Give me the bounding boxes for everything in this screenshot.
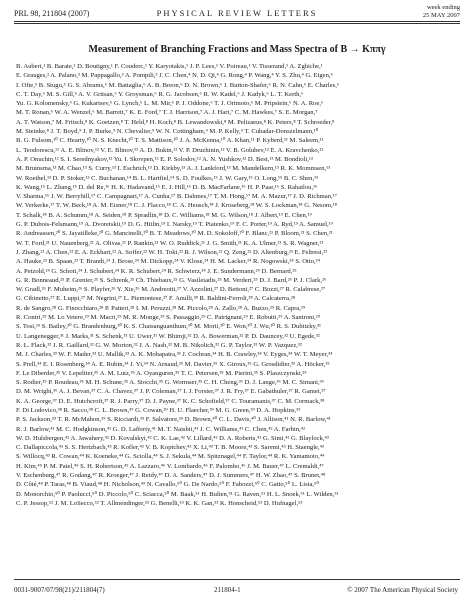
author-line: B. G. Fulsom,¹⁰ C. Hearty,¹⁰ N. S. Knecht,¹⁰ T. S. Mattison,¹⁰ J. A. McKenna,¹⁰ A. Khan,¹¹ P. Kyberd,¹¹ M. Saleem,¹¹	[16, 137, 324, 145]
author-line: R. Contri,²⁹ M. Lo Vetere,²⁹ M. Macri,²⁹ M. R. Monge,²⁹ S. Passaggio,²⁹ C. Patrignani,²⁹ E. Robutti,²⁹ A. Santroni,²⁹	[16, 314, 321, 322]
author-line: K. Wang,¹⁵ L. Zhang,¹⁵ D. del Re,¹⁶ H. K. Hadavand,¹⁶ E. J. Hill,¹⁶ D. B. MacFarlane,¹⁶ H. P. Paar,¹⁶ S. Rahatlou,¹⁶	[16, 183, 318, 191]
author-line: Yu. G. Kolomensky,⁶ G. Kukartsev,⁶ G. Lynch,⁶ L. M. Mir,⁶ P. J. Oddone,⁶ T. J. Orimoto,⁶ M. Pripstein,⁶ N. A. Roe,⁶	[16, 100, 324, 108]
header-rule-bottom	[14, 23, 460, 24]
author-line: W. T. Ford,²¹ U. Nauenberg,²¹ A. Olivas,²¹ P. Rankin,²¹ W. O. Ruddick,²¹ J. G. Smith,²¹ K. A. Ulmer,²¹ S. R. Wagner,²¹	[16, 239, 324, 247]
author-line: R. L. Flack,³² J. R. Gaillard,³² G. W. Morton,³² J. A. Nash,³² M. B. Nikolich,³² G. P. Taylor,³² W. P. Vazquez,³²	[16, 341, 302, 349]
author-line: M. Bruinsma,¹³ M. Chao,¹³ S. Curry,¹³ I. Eschrich,¹³ D. Kirkby,¹³ A. J. Lankford,¹³ M. Mandelkern,¹³ R. K. Mommsen,¹³	[16, 165, 331, 173]
author-line: W. Gradl,²⁶ F. Muheim,²⁶ S. Playfer,²⁶ Y. Xie,²⁶ M. Andreotti,²⁷ V. Azzolini,²⁷ D. Bettoni,²⁷ C. Bozzi,²⁷ R. Calabrese,²⁷	[16, 286, 326, 294]
copyright: © 2007 The American Physical Society	[347, 586, 458, 594]
author-line: J. Zhang,²¹ A. Chen,²² E. A. Eckhart,²² A. Soffer,²² W. H. Toki,²² R. J. Wilson,²² Q. Zeng,²² D. Altenburg,²³ E. Feltresi,²³	[16, 248, 328, 256]
author-line: A. Petzold,²⁴ G. Schott,²⁴ J. Schubert,²⁴ K. R. Schubert,²⁴ R. Schwierz,²⁴ J. E. Sundermann,²⁴ D. Bernard,²⁵	[16, 267, 297, 275]
author-line: A. T. Watson,⁷ M. Fritsch,⁸ K. Goetzen,⁸ T. Held,⁸ H. Koch,⁸ B. Lewandowski,⁸ M. Pelizaeus,⁸ K. Peters,⁸ T. Schroeder,⁸	[16, 118, 335, 126]
author-line: R. Andreassen,²⁰ S. Jayatilleke,²⁰ G. Mancinelli,²⁰ B. T. Meadows,²⁰ M. D. Sokoloff,²⁰ F. Blanc,²¹ P. Bloom,²¹ S. Chen,²¹	[16, 230, 333, 238]
author-line: T. Schalk,¹⁸ B. A. Schumm,¹⁸ A. Seiden,¹⁸ P. Spradlin,¹⁸ D. C. Williams,¹⁸ M. G. Wilson,¹⁸ J. Albert,¹⁹ E. Chen,¹⁹	[16, 211, 312, 219]
author-line: H. Kim,⁴⁵ P. M. Patel,⁴⁵ S. H. Robertson,⁴⁵ A. Lazzaro,⁴⁶ V. Lombardo,⁴⁶ F. Palombo,⁴⁶ J. M. Bauer,⁴⁷ L. Cremaldi,⁴⁷	[16, 462, 324, 470]
author-line: M. T. Ronan,⁶ W. A. Wenzel,⁶ M. Barrett,⁷ K. E. Ford,⁷ T. J. Harrison,⁷ A. J. Hart,⁷ C. M. Hawkes,⁷ S. E. Morgan,⁷	[16, 109, 318, 117]
author-line: F. Le Diberder,³⁵ V. Lepeltier,³⁵ A. M. Lutz,³⁵ A. Oyanguren,³⁵ T. C. Petersen,³⁵ M. Pierini,³⁵ S. Plaszczynski,³⁵	[16, 369, 307, 377]
author-line: A. Hauke,²³ B. Spaan,²³ T. Brandt,²⁴ J. Brose,²⁴ M. Dickopp,²⁴ V. Klose,²⁴ H. M. Lacker,²⁴ R. Nogowski,²⁴ S. Otto,²⁴	[16, 258, 320, 266]
author-line: V. Eschenburg,⁴⁷ R. Godang,⁴⁷ R. Kroeger,⁴⁷ J. Reidy,⁴⁷ D. A. Sanders,⁴⁷ D. J. Summers,⁴⁷ H. W. Zhao,⁴⁷ S. Brunet,⁴⁸	[16, 472, 326, 480]
issue-date	[423, 4, 460, 19]
author-line: C. Dallapiccola,⁴³ S. S. Hertzbach,⁴³ R. Kofler,⁴³ V. B. Koptchev,⁴³ X. Li,⁴³ T. B. Moore,⁴³ S. Saremi,⁴³ H. Staengle,⁴³	[16, 444, 324, 452]
author-line: S. Willocq,⁴³ R. Cowan,⁴⁴ K. Koeneke,⁴⁴ G. Sciolla,⁴⁴ S. J. Sekula,⁴⁴ M. Spitznagel,⁴⁴ F. Taylor,⁴⁴ R. K. Yamamoto,⁴⁴	[16, 453, 325, 461]
author-line: F. Di Lodovico,³⁸ R. Sacco,³⁸ C. L. Brown,³⁹ G. Cowan,³⁹ H. U. Flaecher,³⁹ M. G. Green,³⁹ D. A. Hopkins,³⁹	[16, 406, 301, 414]
week-label: week ending	[426, 4, 460, 11]
page-number: 211804-1	[214, 586, 241, 594]
author-line: I. Ofte,⁵ B. Stugu,⁵ G. S. Abrams,⁶ M. Battaglia,⁶ A. B. Breon,⁶ D. N. Brown,⁶ J. Button-Shafer,⁶ R. N. Cahn,⁶ E. Charles,⁶	[16, 81, 340, 89]
author-line: S. Prell,³⁴ E. I. Rosenberg,³⁴ A. E. Rubin,³⁴ J. Yi,³⁴ N. Arnaud,³⁵ M. Davier,³⁵ X. Giroux,³⁵ G. Grosdidier,³⁵ A. Höcker,³⁵	[16, 360, 330, 368]
author-line: C. P. Jessop,⁵² J. M. LoSecco,⁵² T. Allmendinger,⁵³ G. Benelli,⁵³ K. K. Gan,⁵³ K. Honscheid,⁵³ D. Hufnagel,⁵³	[16, 499, 303, 507]
author-line: V. Sharma,¹⁶ J. W. Berryhill,¹⁷ C. Campagnari,¹⁷ A. Cunha,¹⁷ B. Dahmes,¹⁷ T. M. Hong,¹⁷ M. A. Mazur,¹⁷ J. D. Richman,¹⁷	[16, 193, 337, 201]
author-line: W. Roethel,¹³ D. P. Stoker,¹³ C. Buchanan,¹⁴ B. L. Hartfiel,¹⁴ S. D. Foulkes,¹⁵ J. W. Gary,¹⁵ O. Long,¹⁵ B. C. Shen,¹⁵	[16, 174, 319, 182]
running-title: PHYSICAL REVIEW LETTERS	[156, 8, 318, 18]
author-line: U. Langenegger,³¹ J. Marks,³¹ S. Schenk,³¹ U. Uwer,³¹ W. Bhimji,³² D. A. Bowerman,³² P. D. Dauncey,³² U. Egede,³²	[16, 332, 320, 340]
author-line: K. A. George,³⁷ D. E. Hutchcroft,³⁷ R. J. Parry,³⁷ D. J. Payne,³⁷ K. C. Schofield,³⁷ C. Touramanis,³⁷ C. M. Cormack,³⁸	[16, 397, 325, 405]
footer-rule	[14, 579, 460, 580]
author-line: W. Verkerke,¹⁷ T. W. Beck,¹⁸ A. M. Eisner,¹⁸ C. J. Flacco,¹⁸ C. A. Heusch,¹⁸ J. Kroseberg,¹⁸ W. S. Lockman,¹⁸ G. Nesom,¹⁸	[16, 202, 337, 210]
author-line: M. Steinke,⁸ J. T. Boyd,⁹ J. P. Burke,⁹ N. Chevalier,⁹ W. N. Cottingham,⁹ M. P. Kelly,⁹ T. Cuhadar-Donszelmann,¹⁰	[16, 128, 319, 136]
author-line: R. J. Barlow,⁴¹ M. C. Hodgkinson,⁴¹ G. D. Lafferty,⁴¹ M. T. Naisbit,⁴¹ J. C. Williams,⁴¹ C. Chen,⁴² A. Farbin,⁴²	[16, 425, 305, 433]
author-line: G. P. Dubois-Felsmann,¹⁹ A. Dvoretskii,¹⁹ D. G. Hitlin,¹⁹ I. Narsky,¹⁹ T. Piatenko,¹⁹ F. C. Porter,¹⁹ A. Ryd,¹⁹ A. Samuel,¹⁹	[16, 221, 333, 229]
week-date: 25 MAY 2007	[422, 11, 460, 19]
author-line: D. Monorchio,⁵⁰ P. Paolucci,⁵⁰ D. Piccolo,⁵⁰ C. Sciacca,⁵⁰ M. Baak,⁵¹ H. Bulten,⁵¹ G. Raven,⁵¹ H. L. Snoek,⁵¹ L. Wilden,⁵¹	[16, 490, 339, 498]
paper-title: Measurement of Branching Fractions and Mass Spectra of B → Kππγ	[88, 44, 386, 55]
footer-issn: 0031-9007/07/98(21)/211804(7)	[14, 586, 105, 594]
author-line: C. T. Day,⁶ M. S. Gill,⁶ A. V. Gritsan,⁶ Y. Groysman,⁶ R. G. Jacobsen,⁶ R. W. Kadel,⁶ J. Kadyk,⁶ L. T. Kerth,⁶	[16, 90, 304, 98]
author-line: D. M. Wright,³⁶ A. J. Bevan,³⁷ C. A. Chavez,³⁷ J. P. Coleman,³⁷ I. J. Forster,³⁷ J. R. Fry,³⁷ E. Gabathuler,³⁷ R. Gamet,³⁷	[16, 388, 326, 396]
author-line: E. Grauges,² A. Palano,³ M. Pappagallo,³ A. Pompili,³ J. C. Chen,⁴ N. D. Qi,⁴ G. Rong,⁴ P. Wang,⁴ Y. S. Zhu,⁴ G. Eigen,⁵	[16, 72, 333, 80]
author-line: M. J. Charles,³³ W. F. Mader,³³ U. Mallik,³³ A. K. Mohapatra,³³ J. Cochran,³⁴ H. B. Crawley,³⁴ V. Eyges,³⁴ W. T. Meyer,³⁴	[16, 351, 333, 359]
author-line: G. R. Bonneaud,²⁵ P. Grenier,²⁵ S. Schrenk,²⁵ Ch. Thiebaux,²⁵ G. Vasileiadis,²⁵ M. Verderi,²⁵ D. J. Bard,²⁶ P. J. Clark,²⁶	[16, 276, 327, 284]
author-line: D. Côté,⁴⁸ P. Taras,⁴⁸ B. Viaud,⁴⁸ H. Nicholson,⁴⁹ N. Cavallo,⁵⁰ G. De Nardo,⁵⁰ F. Fabozzi,⁵⁰ C. Gatto,⁵⁰ L. Lista,⁵⁰	[16, 481, 319, 489]
author-line: R. de Sangro,²⁸ G. Finocchiaro,²⁸ P. Patteri,²⁸ I. M. Peruzzi,²⁸ M. Piccolo,²⁸ A. Zallo,²⁸ A. Buzzo,²⁹ R. Capra,²⁹	[16, 304, 306, 312]
author-line: S. Tosi,²⁹ S. Bailey,³⁰ G. Brandenburg,³⁰ K. S. Chaisanguanthum,³⁰ M. Morii,³⁰ E. Won,³⁰ J. Wu,³⁰ R. S. Dubitzky,³¹	[16, 323, 321, 331]
author-line: P. S. Jackson,³⁹ T. R. McMahon,³⁹ S. Ricciardi,³⁹ F. Salvatore,³⁹ D. Brown,⁴⁰ C. L. Davis,⁴⁰ J. Allison,⁴¹ N. R. Barlow,⁴¹	[16, 416, 331, 424]
author-line: W. D. Hulsbergen,⁴² A. Jawahery,⁴² D. Kovalskyi,⁴² C. K. Lae,⁴² V. Lillard,⁴² D. A. Roberts,⁴² G. Simi,⁴² G. Blaylock,⁴³	[16, 434, 329, 442]
header-rule-top	[14, 21, 460, 22]
author-line: L. Teodorescu,¹¹ A. E. Blinov,¹² V. E. Blinov,¹² A. D. Bukin,¹² V. P. Druzhinin,¹² V. B. Golubev,¹² E. A. Kravchenko,¹²	[16, 146, 324, 154]
author-list	[16, 62, 458, 508]
author-line: B. Aubert,¹ B. Barate,¹ D. Boutigny,¹ F. Couderc,¹ Y. Karyotakis,¹ J. P. Lees,¹ V. Poireau,¹ V. Tisserand,¹ A. Zghiche,¹	[16, 63, 323, 70]
journal-reference: PRL 98, 211804 (2007)	[14, 9, 90, 18]
author-line: S. Rodier,³⁵ P. Roudeau,³⁵ M. H. Schune,³⁵ A. Stocchi,³⁵ G. Wormser,³⁵ C. H. Cheng,³⁶ D. J. Lange,³⁶ M. C. Simani,³⁶	[16, 379, 324, 387]
author-line: G. Cibinetto,²⁷ E. Luppi,²⁷ M. Negrini,²⁷ L. Piemontese,²⁷ F. Anulli,²⁸ R. Baldini-Ferroli,²⁸ A. Calcaterra,²⁸	[16, 295, 296, 303]
author-line: A. P. Onuchin,¹² S. I. Serednyakov,¹² Yu. I. Skovpen,¹² E. P. Solodov,¹² A. N. Yushkov,¹² D. Best,¹³ M. Bondioli,¹³	[16, 155, 313, 163]
